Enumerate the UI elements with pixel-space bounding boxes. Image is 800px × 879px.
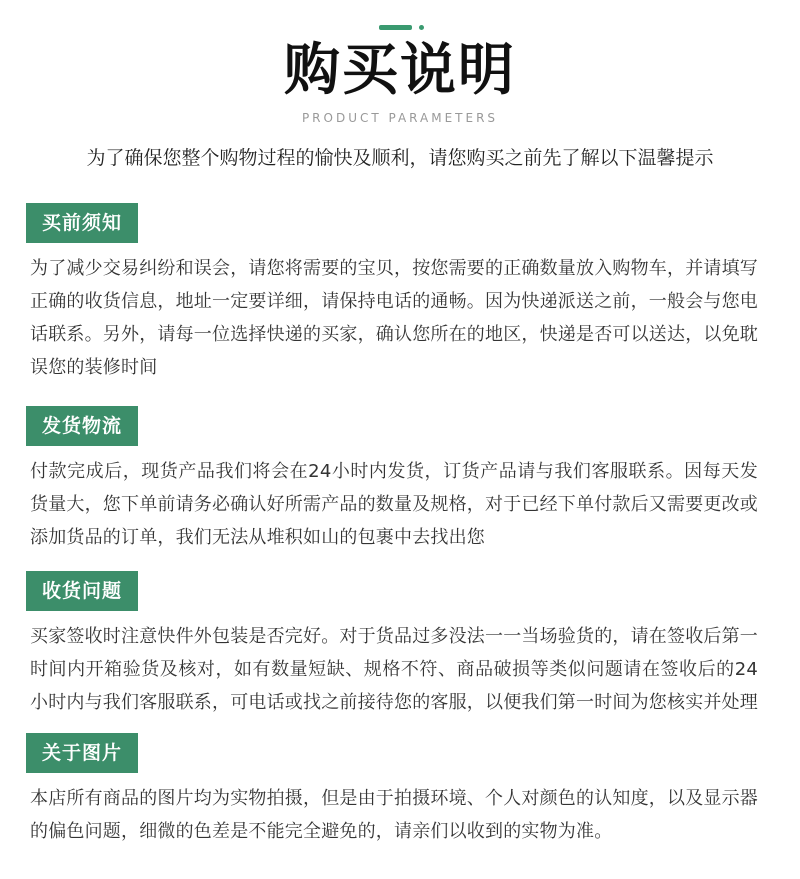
section-about-images [26,733,766,848]
page-title: 购买说明 [284,38,516,103]
decoration-dot [419,25,424,30]
section-text: 买家签收时注意快件外包装是否完好。对于货品过多没法一一当场验货的，请在签收后第一时间内开箱验货及核对，如有数量短缺、规格不符、商品破损等类似问题请在签收后的24小时内与我们客服联系，可电话或找之前接待您的客服，以便我们第一时间为您核实并处理 [30,626,758,713]
section-label: 关于图片 [26,733,138,773]
section-shipping [26,406,766,554]
decoration-bar [379,25,412,30]
section-label: 发货物流 [26,406,138,446]
section-before-purchase [26,203,766,384]
section-label: 收货问题 [26,571,138,611]
section-text: 付款完成后，现货产品我们将会在24小时内发货，订货产品请与我们客服联系。因每天发货量大，您下单前请务必确认好所需产品的数量及规格，对于已经下单付款后又需要更改或添加货品的订单，我们无法从堆积如山的包裹中去找出您 [30,461,758,548]
section-text: 为了减少交易纠纷和误会，请您将需要的宝贝，按您需要的正确数量放入购物车，并请填写正确的收货信息，地址一定要详细，请保持电话的通畅。因为快递派送之前，一般会与您电话联系。另外，请每一位选择快递的买家，确认您所在的地区，快递是否可以送达，以免耽误您的装修时间 [30,258,758,378]
intro-text: 为了确保您整个购物过程的愉快及顺利，请您购买之前先了解以下温馨提示 [86,147,714,169]
page-subtitle: PRODUCT PARAMETERS [301,111,499,125]
section-text: 本店所有商品的图片均为实物拍摄，但是由于拍摄环境、个人对颜色的认知度，以及显示器的偏色问题，细微的色差是不能完全避免的，请亲们以收到的实物为准。 [30,788,758,842]
section-label: 买前须知 [26,203,138,243]
section-receiving [26,571,766,719]
